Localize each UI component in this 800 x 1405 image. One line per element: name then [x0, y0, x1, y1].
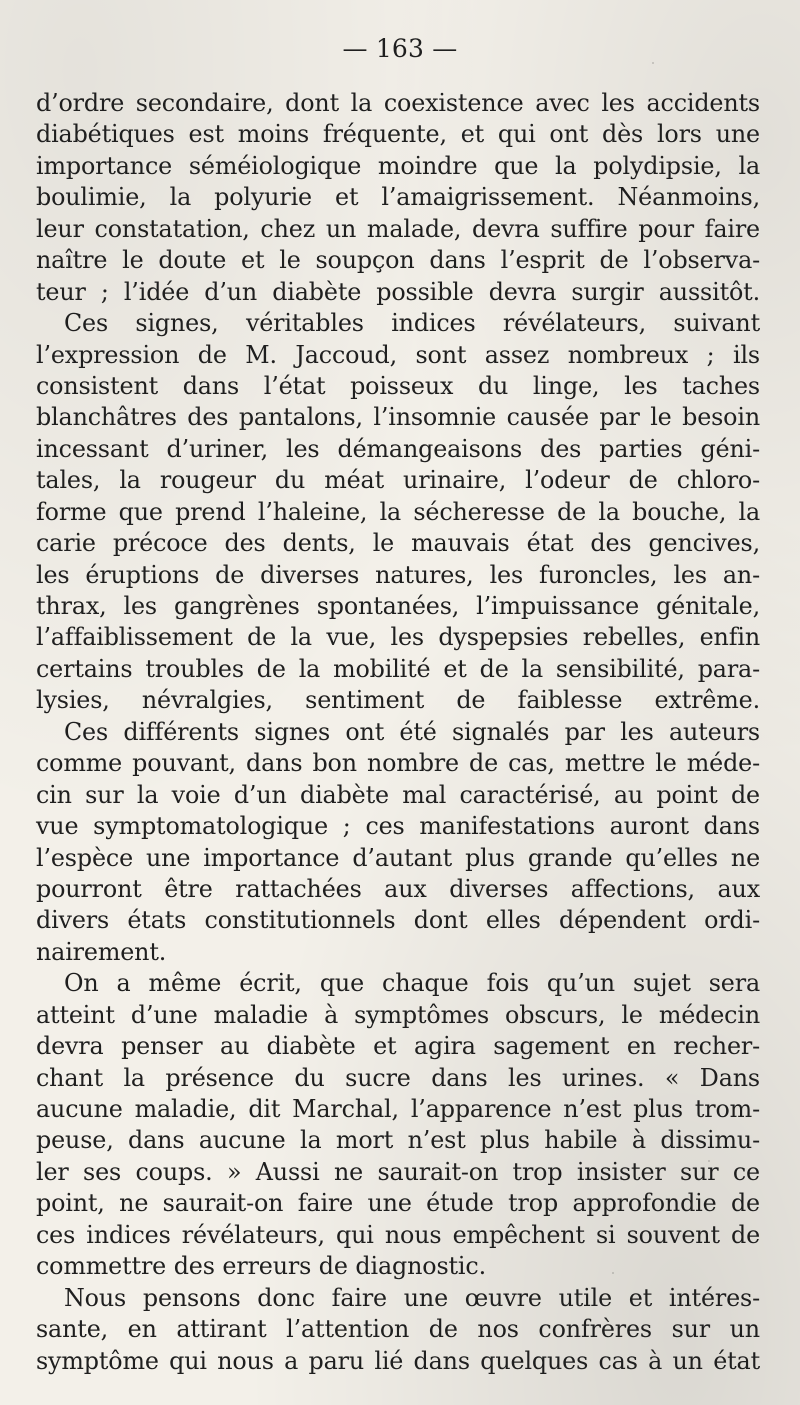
- text-line: lysies, névralgies, sentiment de faiblesse extrême.: [36, 686, 760, 715]
- text-line: ler ses coups. » Aussi ne saurait-on trop insister sur ce: [36, 1157, 760, 1186]
- text-line: cin sur la voie d’un diabète mal caractérisé, au point de: [36, 780, 760, 809]
- body-text: [36, 88, 760, 1377]
- text-line: commettre des erreurs de diagnostic.: [36, 1252, 486, 1281]
- text-line: leur constatation, chez un malade, devra suffire pour faire: [36, 214, 760, 243]
- text-line: Ces signes, véritables indices révélateurs, suivant: [64, 309, 760, 338]
- text-line: teur ; l’idée d’un diabète possible devra surgir aussitôt.: [36, 277, 760, 306]
- text-line: sante, en attirant l’attention de nos confrères sur un: [36, 1315, 760, 1344]
- text-line: peuse, dans aucune la mort n’est plus habile à dissimu-: [36, 1126, 760, 1155]
- text-line: thrax, les gangrènes spontanées, l’impuissance génitale,: [36, 592, 760, 620]
- text-line: blanchâtres des pantalons, l’insomnie causée par le besoin: [36, 403, 760, 432]
- text-line: forme que prend l’haleine, la sécheresse de la bouche, la: [36, 497, 760, 526]
- text-line: divers états constitutionnels dont elles dépendent ordi-: [36, 906, 760, 935]
- text-line: incessant d’uriner, les démangeaisons des parties géni-: [36, 434, 760, 463]
- text-line: chant la présence du sucre dans les urines. « Dans: [36, 1063, 760, 1092]
- text-line: Nous pensons donc faire une œuvre utile et intéres-: [64, 1283, 760, 1312]
- text-line: carie précoce des dents, le mauvais état des gencives,: [36, 529, 760, 558]
- text-line: l’espèce une importance d’autant plus grande qu’elles ne: [36, 843, 760, 872]
- text-line: importance séméiologique moindre que la polydipsie, la: [36, 151, 760, 180]
- paper-speck: [612, 1272, 614, 1274]
- text-line: comme pouvant, dans bon nombre de cas, mettre le méde-: [36, 749, 760, 778]
- text-line: vue symptomatologique ; ces manifestations auront dans: [36, 812, 760, 841]
- text-line: point, ne saurait-on faire une étude trop approfondie de: [36, 1189, 760, 1218]
- text-line: pourront être rattachées aux diverses affections, aux: [36, 874, 760, 903]
- paper-speck: [652, 62, 654, 64]
- page-number: — 163 —: [342, 34, 458, 63]
- text-line: naître le doute et le soupçon dans l’esprit de l’observa-: [36, 246, 760, 275]
- text-line: l’affaiblissement de la vue, les dyspepsies rebelles, enfin: [36, 623, 760, 652]
- text-line: l’expression de M. Jaccoud, sont assez nombreux ; ils: [36, 340, 760, 369]
- text-line: tales, la rougeur du méat urinaire, l’odeur de chloro-: [36, 466, 760, 495]
- paper-speck: [708, 1160, 710, 1162]
- text-line: aucune maladie, dit Marchal, l’apparence n’est plus trom-: [36, 1095, 760, 1123]
- text-line: On a même écrit, que chaque fois qu’un sujet sera: [64, 969, 760, 998]
- text-line: d’ordre secondaire, dont la coexistence avec les accidents: [36, 89, 760, 117]
- text-line: atteint d’une maladie à symptômes obscurs, le médecin: [36, 1000, 760, 1029]
- text-line: nairement.: [36, 937, 167, 966]
- text-line: les éruptions de diverses natures, les furoncles, les an-: [36, 560, 760, 589]
- text-line: certains troubles de la mobilité et de la sensibilité, para-: [36, 654, 760, 683]
- text-line: Ces différents signes ont été signalés par les auteurs: [64, 717, 760, 746]
- text-line: boulimie, la polyurie et l’amaigrissement. Néanmoins,: [36, 183, 760, 212]
- text-line: ces indices révélateurs, qui nous empêchent si souvent de: [36, 1220, 760, 1249]
- text-line: devra penser au diabète et agira sagement en recher-: [36, 1032, 760, 1061]
- text-line: symptôme qui nous a paru lié dans quelques cas à un état: [36, 1346, 760, 1375]
- text-line: diabétiques est moins fréquente, et qui ont dès lors une: [36, 120, 760, 149]
- text-line: consistent dans l’état poisseux du linge, les taches: [36, 371, 760, 400]
